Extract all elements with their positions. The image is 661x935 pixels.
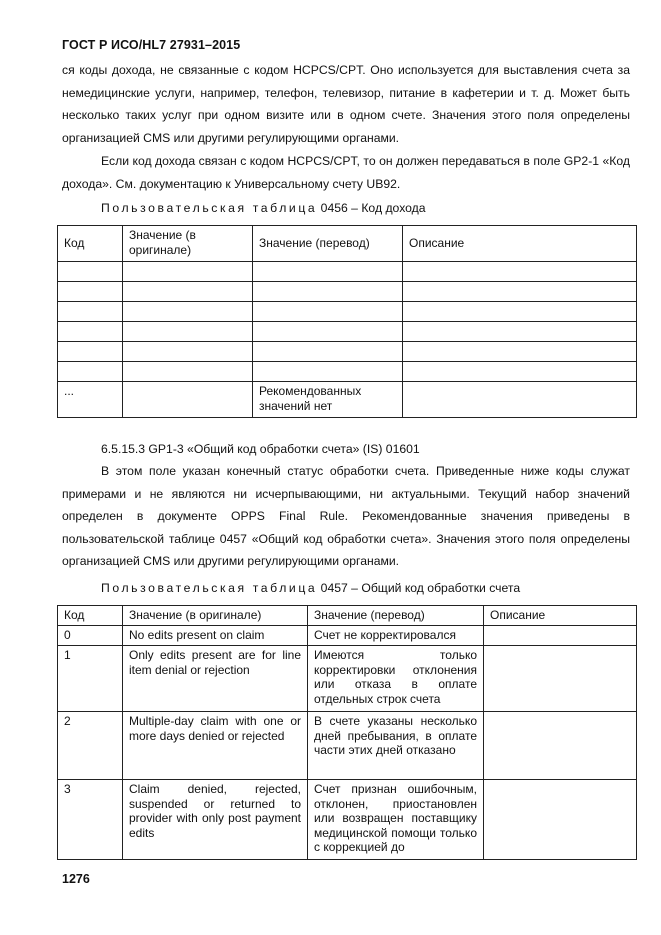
- table-row: [58, 262, 637, 282]
- cell-translation: Рекомендованных значений нет: [253, 382, 403, 418]
- table-row: [58, 302, 637, 322]
- cell-translation: В счете указаны несколько дней пребывания, в оплате части этих дней отказано: [308, 712, 484, 780]
- cell-code: ...: [58, 382, 123, 418]
- cell-original: [123, 342, 253, 362]
- cell-description: [403, 362, 637, 382]
- header-description: Описание: [403, 226, 637, 262]
- cell-translation: [253, 262, 403, 282]
- table-0457-caption-label: Пользовательская таблица: [101, 581, 318, 595]
- header-code: Код: [58, 226, 123, 262]
- cell-translation: [253, 302, 403, 322]
- table-header-row: [58, 606, 637, 626]
- cell-original: No edits present on claim: [123, 626, 308, 646]
- cell-code: [58, 342, 123, 362]
- cell-description: [484, 646, 637, 712]
- cell-original: Claim denied, rejected, suspended or returned to provider with only post payment edits: [123, 780, 308, 860]
- cell-code: [58, 282, 123, 302]
- table-row: [58, 362, 637, 382]
- table-row: [58, 626, 637, 646]
- cell-translation: [253, 342, 403, 362]
- table-row: [58, 712, 637, 780]
- table-row: [58, 342, 637, 362]
- page-number: 1276: [62, 872, 90, 886]
- document-standard-header: ГОСТ Р ИСО/HL7 27931–2015: [62, 38, 241, 52]
- cell-description: [403, 262, 637, 282]
- header-translated-value: Значение (перевод): [308, 606, 484, 626]
- cell-description: [403, 322, 637, 342]
- table-0456-caption-title: 0456 – Код дохода: [320, 201, 426, 215]
- cell-original: [123, 382, 253, 418]
- cell-code: [58, 302, 123, 322]
- table-row: [58, 780, 637, 860]
- table-row: [58, 282, 637, 302]
- cell-original: [123, 362, 253, 382]
- table-0456-caption: [101, 201, 426, 215]
- cell-code: 3: [58, 780, 123, 860]
- section-heading: 6.5.15.3 GP1-3 «Общий код обработки счета» (IS) 01601: [101, 442, 420, 456]
- table-0456: [57, 225, 637, 418]
- cell-translation: Счет не корректировался: [308, 626, 484, 646]
- header-translated-value: Значение (перевод): [253, 226, 403, 262]
- cell-code: [58, 262, 123, 282]
- cell-description: [403, 302, 637, 322]
- cell-code: [58, 322, 123, 342]
- cell-translation: Счет признан ошибочным, отклонен, приостановлен или возвращен поставщику медицинской помощи только с коррекцией до: [308, 780, 484, 860]
- table-0456-caption-label: Пользовательская таблица: [101, 201, 318, 215]
- header-original-value: Значение (в оригинале): [123, 606, 308, 626]
- table-header-row: [58, 226, 637, 262]
- table-0457-caption-title: 0457 – Общий код обработки счета: [320, 581, 521, 595]
- intro-paragraph: ся коды дохода, не связанные с кодом HCPCS/CPT. Оно используется для выставления счета за немедицинские услуги, например, телефон, телевизор, питание в кафетерии и т. д. Может быть несколько таких услуг при одном визите или в одном счете. Значения этого поля определены организацией CMS или другими регулирующими органами.: [62, 63, 630, 145]
- cell-description: [403, 282, 637, 302]
- cell-translation: [253, 282, 403, 302]
- cell-original: [123, 262, 253, 282]
- cell-original: [123, 302, 253, 322]
- cell-original: [123, 322, 253, 342]
- cell-translation: Имеются только корректировки отклонения или отказа в оплате отдельных строк счета: [308, 646, 484, 712]
- cell-translation: [253, 362, 403, 382]
- gp2-paragraph: Если код дохода связан с кодом HCPCS/CPT, то он должен передаваться в поле GP2-1 «Код дохода». См. документацию к Универсальному счету UB92.: [62, 154, 630, 191]
- cell-original: Only edits present are for line item denial or rejection: [123, 646, 308, 712]
- cell-original: [123, 282, 253, 302]
- cell-translation: [253, 322, 403, 342]
- header-description: Описание: [484, 606, 637, 626]
- table-row: [58, 646, 637, 712]
- cell-code: 2: [58, 712, 123, 780]
- cell-description: [484, 712, 637, 780]
- table-0457-caption: [101, 581, 520, 595]
- cell-description: [484, 780, 637, 860]
- cell-code: 1: [58, 646, 123, 712]
- table-row: [58, 322, 637, 342]
- cell-code: 0: [58, 626, 123, 646]
- cell-code: [58, 362, 123, 382]
- cell-original: Multiple-day claim with one or more days denied or rejected: [123, 712, 308, 780]
- table-row: [58, 382, 637, 418]
- section-paragraph: В этом поле указан конечный статус обработки счета. Приведенные ниже коды служат примерами и не являются ни исчерпывающими, ни актуальными. Текущий набор значений определен в документе OPPS Final Rule. Рекомендованные значения приведены в пользовательской таблице 0457 «Общий код обработки счета». Значения этого поля определены организацией CMS или другими регулирующими органами.: [62, 464, 630, 569]
- cell-description: [403, 382, 637, 418]
- cell-description: [403, 342, 637, 362]
- header-code: Код: [58, 606, 123, 626]
- cell-description: [484, 626, 637, 646]
- table-0457: [57, 605, 637, 860]
- header-original-value: Значение (в оригинале): [123, 226, 253, 262]
